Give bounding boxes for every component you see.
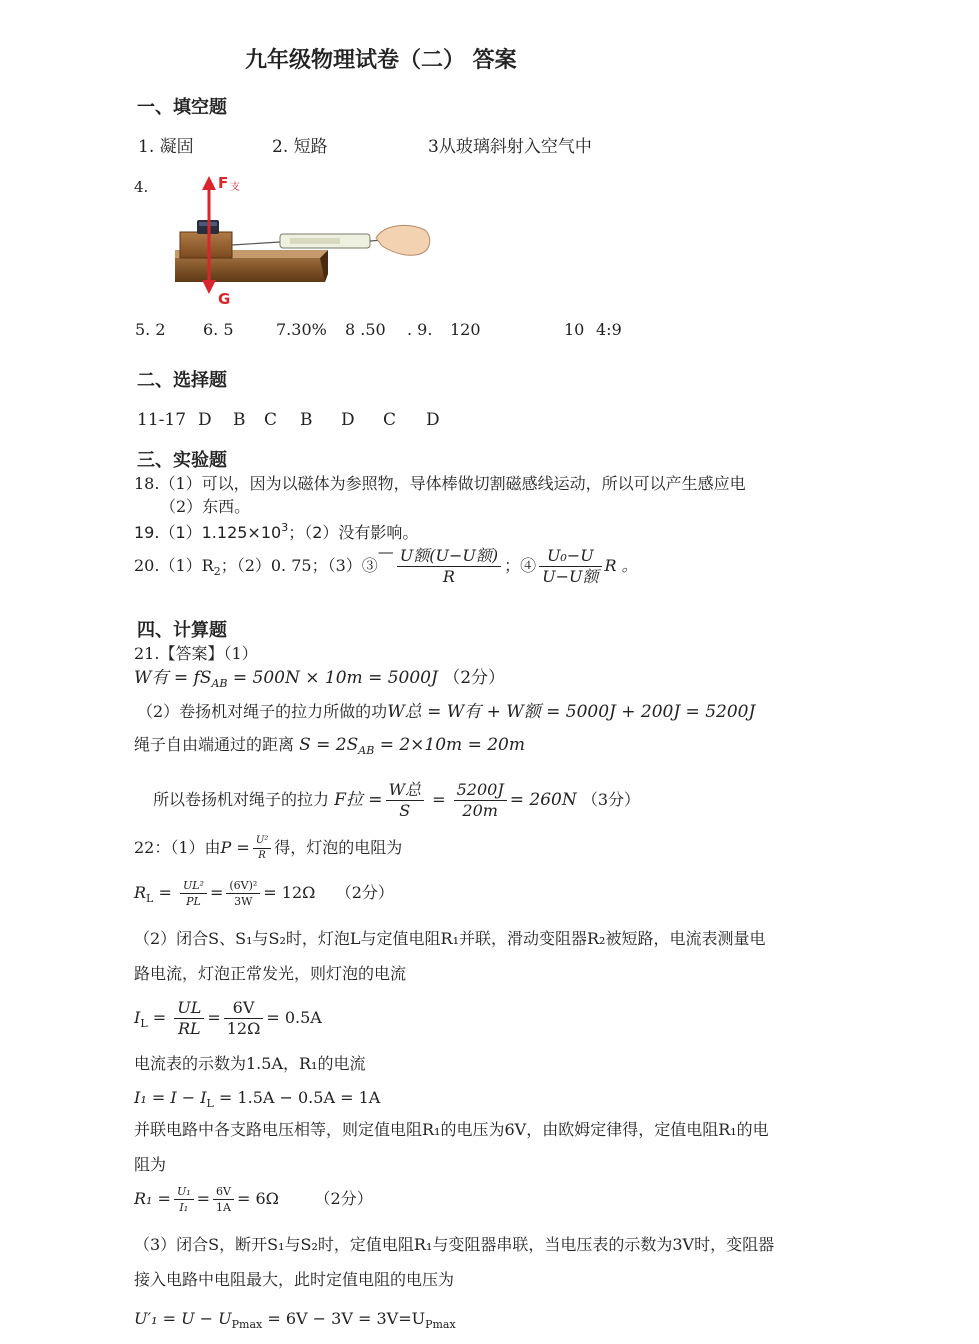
formula-text: I₁ = I − I [134,1088,207,1107]
formula-text: I [134,1008,141,1027]
formula-fraction [454,782,507,819]
formula-numerator: U² [253,836,271,849]
formula-denominator: 3W [234,895,253,908]
formula-numerator: 5200J [454,782,507,801]
formula-denominator: 20m [462,801,498,820]
explanation-text: 所以卷扬机对绳子的拉力 [153,790,330,809]
answer-q22-i1 [134,1090,380,1109]
section-fill-heading: 一、填空题 [137,97,227,118]
formula-fraction [174,1186,194,1213]
answer-q20-sub: 2 [213,565,221,578]
choice-answer-13: C [264,410,278,430]
answer-q5: 5. 2 [135,320,166,339]
formula-denominator: 1A [216,1201,231,1214]
formula-subscript: AB [358,744,375,757]
answer-q19-value: 19.（1）1.125×10 [134,523,282,542]
formula-text: P = [220,838,250,857]
answer-q20-prefix: 20.（1）R [134,556,214,575]
answer-q20-sep: ；④ [504,556,537,575]
answer-q10: 4:9 [596,320,622,339]
answer-q22-part2-line5: 阻为 [134,1155,167,1174]
formula-text: S = 2S [299,735,359,755]
formula-denominator: RL [177,1019,201,1038]
choice-answer-14: B [300,410,313,430]
answer-q3: 3从玻璃斜射入空气中 [428,137,592,157]
section-calc-heading: 四、计算题 [137,620,227,641]
force-label-support: F [218,174,229,192]
formula-numerator: W总 [386,782,424,801]
answer-q2: 2. 短路 [272,137,328,157]
formula-denominator: R [442,567,455,586]
choice-range: 11-17 [137,410,187,430]
answer-q19-exponent: 3 [281,521,289,534]
formula-fraction [386,782,424,819]
formula-numerator: U₁ [174,1186,194,1200]
answer-q21-line3 [134,737,525,756]
answer-q10-label: 10 [564,320,585,339]
explanation-text: 绳子自由端通过的距离 [134,735,295,754]
formula-text: W总 = W有 + W额 = 5000J + 200J = 5200J [387,702,756,722]
answer-q4-label: 4. [134,178,149,196]
answer-q6: 6. 5 [203,320,234,339]
answer-q20-dash: — [377,542,394,561]
formula-text: = 2×10m = 20m [374,735,525,755]
formula-text: W有 = fS [134,668,212,688]
answer-q22-part3-line2: 接入电路中电阻最大，此时定值电阻的电压为 [134,1270,455,1289]
formula-text: = 0.5A [266,1008,322,1027]
formula-numerator: UL² [180,880,207,894]
answer-q22-r1: R₁ = $\frac{\text{U₁}}{\text{I₁}}$ = $\frac{6V}{1A}$ = 6Ω （2分） [134,1185,373,1214]
answer-q20-tail: R 。 [604,556,638,575]
answer-q22-rl: $R_L$ = $\frac{\text{UL²}}{PL}$ = $\frac{\text{(6V)²}}{3W}$ = 12Ω （2分） [134,879,394,908]
formula-numerator: (6V)² [226,880,260,894]
answer-q20-formula-4 [539,548,601,585]
formula-numerator: UL [174,1000,204,1019]
answer-q8: 8 .50 [345,320,386,339]
answer-q20-formula-3 [397,548,501,585]
formula-text: U′₁ = U − U [134,1309,232,1328]
score-note: （3分） [581,790,640,809]
formula-fraction [226,880,260,907]
formula-text: = 12Ω [263,883,316,902]
answer-q22-part2-line1: （2）闭合S、S₁与S₂时，灯泡L与定值电阻R₁并联，滑动变阻器R₂被短路，电流表测量电 [134,929,766,948]
answer-q22-part2-line2: 路电流，灯泡正常发光，则灯泡的电流 [134,964,407,983]
force-diagram [170,168,435,308]
answer-q19 [134,522,418,541]
answer-q18-part1: 18.（1）可以，因为以磁体为参照物，导体棒做切割磁感线运动，所以可以产生感应电 [134,474,746,493]
formula-numerator: 6V [213,1186,234,1200]
formula-denominator: S [399,801,411,820]
formula-fraction [174,1000,204,1037]
score-note: （2分） [314,1189,373,1208]
formula-text: R [134,883,147,902]
answer-q22-part3-line1: （3）闭合S，断开S₁与S₂时，定值电阻R₁与变阻器串联，当电压表的示数为3V时，变阻器 [134,1235,775,1254]
answer-q1: 1. 凝固 [138,137,194,157]
answer-q22-part2-line3: 电流表的示数为1.5A，R₁的电流 [134,1054,366,1073]
answer-q22-u1 [134,1311,456,1330]
answer-q22-part2-line4: 并联电路中各支路电压相等，则定值电阻R₁的电压为6V，由欧姆定律得，定值电阻R₁的电 [134,1120,769,1139]
formula-fraction [224,1000,264,1037]
formula-text: = 6V − 3V = 3V=U [262,1309,426,1328]
score-note: （2分） [443,668,506,688]
explanation-text: 得，灯泡的电阻为 [274,838,403,857]
formula-denominator: I₁ [179,1201,189,1214]
formula-denominator: PL [186,895,201,908]
answer-q9-label: . 9. [407,320,433,339]
explanation-text: （2）卷扬机对绳子的拉力所做的功 [137,702,388,721]
explanation-text: 22：（1）由 [134,838,221,857]
formula-text: = 6Ω [237,1189,279,1208]
formula-denominator: R [258,850,266,861]
formula-numerator: 6V [224,1000,264,1019]
section-experiment-heading: 三、实验题 [137,450,227,471]
answer-q21-line2 [137,704,755,721]
formula-subscript: L [206,1097,214,1110]
formula-denominator: 12Ω [226,1019,261,1038]
answer-q19-part2: ；（2）没有影响。 [288,523,419,542]
formula-subscript: Pmax [425,1318,456,1331]
formula-fraction [213,1186,234,1213]
answer-q21-line4: 所以卷扬机对绳子的拉力 F拉 = $\frac{\text{W总}}{S}$ = $\frac{5200J}{20m}$ = 260N （3分） [153,780,640,820]
formula-subscript: L [146,892,154,905]
formula-subscript: AB [211,677,228,690]
formula-text: = 1.5A − 0.5A = 1A [213,1088,381,1107]
answer-q22-il: $I_L$ = $\frac{UL}{RL}$ = $\frac{6V}{12\Omega}$ = 0.5A [134,998,322,1038]
answer-q20 [134,544,638,585]
choice-answer-17: D [426,410,440,430]
answer-q21-line1 [134,670,505,689]
page-title: 九年级物理试卷（二） 答案 [245,48,517,73]
answer-q7: 7.30% [276,320,327,339]
formula-subscript: Pmax [231,1318,263,1331]
answer-q20-mid: ；（2）0. 75；（3）③ [220,556,378,575]
choice-answer-11: D [198,410,212,430]
answer-q22-head [134,836,402,861]
section-choice-heading: 二、选择题 [137,370,227,391]
formula-denominator: U−U额 [542,567,599,586]
formula-text: = 500N × 10m = 5000J [227,668,438,688]
force-label-gravity: G [218,290,231,308]
formula-text: = 260N [509,790,577,810]
formula-numerator: U额(U−U额) [397,548,501,567]
choice-answer-16: C [383,410,397,430]
formula-subscript: L [140,1017,148,1030]
choice-answer-12: B [233,410,246,430]
formula-numerator: U₀−U [539,548,601,567]
formula-text: F拉 = [334,790,383,810]
choice-answer-15: D [341,410,355,430]
formula-fraction [253,836,271,861]
answer-q21-head: 21.【答案】（1） [134,644,258,663]
force-label-support-sub: 支 [230,182,240,193]
formula-text: R₁ = [134,1189,171,1208]
formula-fraction [180,880,207,907]
answer-q18-part2: （2）东西。 [160,497,251,516]
answer-q9: 120 [450,320,481,339]
score-note: （2分） [335,883,394,902]
